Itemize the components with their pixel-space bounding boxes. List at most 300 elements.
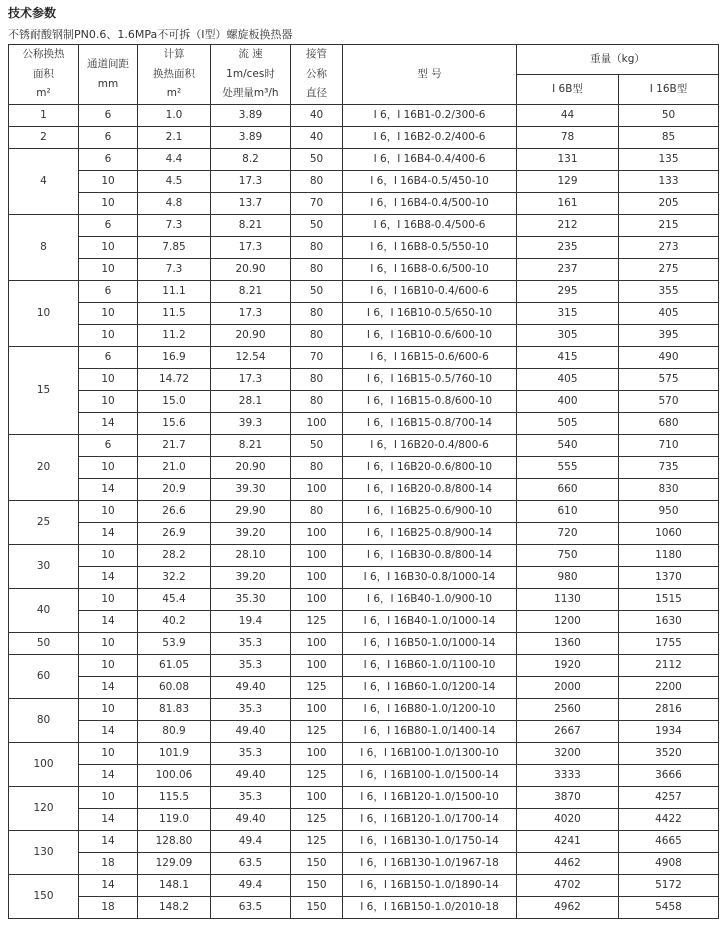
weight-i6b-cell: 4462 [517,853,619,875]
area-cell: 130 [9,831,79,875]
table-row [9,787,719,809]
table-row [9,589,719,611]
weight-i6b-cell: 1360 [517,633,619,655]
model-cell: I 6，I 16B20-0.6/800-10 [343,457,517,479]
calc-area-cell: 32.2 [138,567,211,589]
calc-area-cell: 21.7 [138,435,211,457]
table-row [9,149,719,171]
weight-i6b-cell: 295 [517,281,619,303]
weight-i16b-cell: 680 [619,413,719,435]
weight-i16b-cell: 273 [619,237,719,259]
weight-i16b-cell: 1060 [619,523,719,545]
flow-cell: 17.3 [211,369,291,391]
flow-cell: 39.20 [211,523,291,545]
weight-i16b-cell: 4665 [619,831,719,853]
spacing-cell: 6 [79,149,138,171]
weight-i6b-cell: 1920 [517,655,619,677]
weight-i16b-cell: 3666 [619,765,719,787]
calc-area-cell: 2.1 [138,127,211,149]
weight-i16b-cell: 2112 [619,655,719,677]
pipe-cell: 100 [291,545,343,567]
flow-cell: 35.3 [211,787,291,809]
weight-i6b-cell: 3870 [517,787,619,809]
calc-area-cell: 11.5 [138,303,211,325]
weight-i6b-cell: 315 [517,303,619,325]
model-cell: I 6，I 16B30-0.8/800-14 [343,545,517,567]
model-cell: I 6，I 16B4-0.4/500-10 [343,193,517,215]
weight-i16b-cell: 575 [619,369,719,391]
table-row [9,831,719,853]
model-cell: I 6，I 16B60-1.0/1200-14 [343,677,517,699]
pipe-cell: 150 [291,897,343,919]
table-row [9,105,719,127]
area-cell: 150 [9,875,79,919]
flow-cell: 8.2 [211,149,291,171]
header-model: 型 号 [343,45,517,105]
calc-area-cell: 11.1 [138,281,211,303]
area-cell: 60 [9,655,79,699]
table-row [9,501,719,523]
weight-i6b-cell: 78 [517,127,619,149]
flow-cell: 12.54 [211,347,291,369]
flow-cell: 49.40 [211,721,291,743]
flow-cell: 3.89 [211,105,291,127]
weight-i16b-cell: 1180 [619,545,719,567]
flow-cell: 17.3 [211,303,291,325]
model-cell: I 6，I 16B15-0.6/600-6 [343,347,517,369]
flow-cell: 17.3 [211,171,291,193]
flow-cell: 3.89 [211,127,291,149]
pipe-cell: 100 [291,787,343,809]
weight-i6b-cell: 405 [517,369,619,391]
table-row [9,567,719,589]
pipe-cell: 50 [291,281,343,303]
model-cell: I 6，I 16B40-1.0/1000-14 [343,611,517,633]
flow-cell: 49.40 [211,677,291,699]
weight-i6b-cell: 305 [517,325,619,347]
weight-i6b-cell: 4702 [517,875,619,897]
area-cell: 50 [9,633,79,655]
table-row [9,765,719,787]
area-cell: 8 [9,215,79,281]
spacing-cell: 10 [79,369,138,391]
weight-i16b-cell: 950 [619,501,719,523]
weight-i6b-cell: 2560 [517,699,619,721]
spacing-cell: 14 [79,611,138,633]
pipe-cell: 100 [291,479,343,501]
weight-i6b-cell: 4962 [517,897,619,919]
area-cell: 10 [9,281,79,347]
table-row [9,523,719,545]
table-row [9,655,719,677]
pipe-cell: 100 [291,743,343,765]
pipe-cell: 80 [291,391,343,413]
calc-area-cell: 45.4 [138,589,211,611]
model-cell: I 6，I 16B4-0.4/400-6 [343,149,517,171]
weight-i6b-cell: 415 [517,347,619,369]
header-spacing: 通道间距 mm [79,45,138,105]
table-row [9,721,719,743]
spacing-cell: 10 [79,787,138,809]
flow-cell: 8.21 [211,281,291,303]
weight-i16b-cell: 1630 [619,611,719,633]
weight-i6b-cell: 4241 [517,831,619,853]
spacing-cell: 10 [79,193,138,215]
flow-cell: 29.90 [211,501,291,523]
flow-cell: 8.21 [211,435,291,457]
calc-area-cell: 20.9 [138,479,211,501]
table-row [9,743,719,765]
weight-i16b-cell: 275 [619,259,719,281]
weight-i16b-cell: 5458 [619,897,719,919]
table-row [9,215,719,237]
pipe-cell: 100 [291,699,343,721]
model-cell: I 6，I 16B25-0.8/900-14 [343,523,517,545]
weight-i16b-cell: 2200 [619,677,719,699]
spacing-cell: 10 [79,237,138,259]
flow-cell: 35.3 [211,655,291,677]
flow-cell: 35.3 [211,743,291,765]
model-cell: I 6，I 16B120-1.0/1700-14 [343,809,517,831]
weight-i16b-cell: 205 [619,193,719,215]
table-row [9,237,719,259]
pipe-cell: 100 [291,523,343,545]
pipe-cell: 100 [291,655,343,677]
weight-i16b-cell: 4257 [619,787,719,809]
flow-cell: 20.90 [211,325,291,347]
calc-area-cell: 128.80 [138,831,211,853]
spacing-cell: 10 [79,743,138,765]
calc-area-cell: 4.4 [138,149,211,171]
weight-i16b-cell: 570 [619,391,719,413]
area-cell: 40 [9,589,79,633]
header-area: 公称换热 面积 m² [9,45,79,105]
spacing-cell: 10 [79,589,138,611]
table-row [9,545,719,567]
table-row [9,259,719,281]
spacing-cell: 18 [79,853,138,875]
table-row [9,875,719,897]
spacing-cell: 10 [79,171,138,193]
model-cell: I 6，I 16B130-1.0/1750-14 [343,831,517,853]
weight-i6b-cell: 505 [517,413,619,435]
spacing-cell: 14 [79,831,138,853]
table-row [9,369,719,391]
pipe-cell: 125 [291,765,343,787]
calc-area-cell: 1.0 [138,105,211,127]
weight-i16b-cell: 1934 [619,721,719,743]
calc-area-cell: 15.0 [138,391,211,413]
weight-i6b-cell: 1200 [517,611,619,633]
spacing-cell: 6 [79,215,138,237]
model-cell: I 6，I 16B2-0.2/400-6 [343,127,517,149]
table-row [9,897,719,919]
model-cell: I 6，I 16B20-0.8/800-14 [343,479,517,501]
spacing-cell: 14 [79,567,138,589]
calc-area-cell: 16.9 [138,347,211,369]
area-cell: 80 [9,699,79,743]
flow-cell: 35.3 [211,699,291,721]
spacing-cell: 14 [79,875,138,897]
model-cell: I 6，I 16B15-0.8/700-14 [343,413,517,435]
weight-i6b-cell: 540 [517,435,619,457]
area-cell: 1 [9,105,79,127]
model-cell: I 6，I 16B4-0.5/450-10 [343,171,517,193]
table-row [9,347,719,369]
weight-i16b-cell: 1370 [619,567,719,589]
model-cell: I 6，I 16B8-0.6/500-10 [343,259,517,281]
model-cell: I 6，I 16B20-0.4/800-6 [343,435,517,457]
model-cell: I 6，I 16B80-1.0/1400-14 [343,721,517,743]
calc-area-cell: 15.6 [138,413,211,435]
weight-i6b-cell: 750 [517,545,619,567]
spacing-cell: 6 [79,347,138,369]
weight-i16b-cell: 405 [619,303,719,325]
calc-area-cell: 21.0 [138,457,211,479]
calc-area-cell: 115.5 [138,787,211,809]
model-cell: I 6，I 16B15-0.5/760-10 [343,369,517,391]
pipe-cell: 50 [291,435,343,457]
flow-cell: 39.3 [211,413,291,435]
pipe-cell: 125 [291,831,343,853]
weight-i16b-cell: 85 [619,127,719,149]
area-cell: 25 [9,501,79,545]
spacing-cell: 18 [79,897,138,919]
weight-i16b-cell: 133 [619,171,719,193]
table-row [9,281,719,303]
weight-i16b-cell: 2816 [619,699,719,721]
header-weight-i16b: I 16B型 [619,75,719,105]
model-cell: I 6，I 16B8-0.4/500-6 [343,215,517,237]
area-cell: 2 [9,127,79,149]
model-cell: I 6，I 16B30-0.8/1000-14 [343,567,517,589]
table-row [9,457,719,479]
pipe-cell: 80 [291,501,343,523]
spacing-cell: 10 [79,303,138,325]
weight-i16b-cell: 50 [619,105,719,127]
pipe-cell: 125 [291,611,343,633]
calc-area-cell: 7.85 [138,237,211,259]
weight-i6b-cell: 2000 [517,677,619,699]
weight-i6b-cell: 129 [517,171,619,193]
pipe-cell: 150 [291,875,343,897]
flow-cell: 35.30 [211,589,291,611]
spacing-cell: 14 [79,765,138,787]
flow-cell: 13.7 [211,193,291,215]
spacing-cell: 10 [79,259,138,281]
model-cell: I 6，I 16B100-1.0/1300-10 [343,743,517,765]
model-cell: I 6，I 16B10-0.5/650-10 [343,303,517,325]
table-row [9,611,719,633]
spacing-cell: 10 [79,391,138,413]
model-cell: I 6，I 16B60-1.0/1100-10 [343,655,517,677]
calc-area-cell: 119.0 [138,809,211,831]
calc-area-cell: 61.05 [138,655,211,677]
model-cell: I 6，I 16B100-1.0/1500-14 [343,765,517,787]
model-cell: I 6，I 16B150-1.0/1890-14 [343,875,517,897]
table-row [9,303,719,325]
area-cell: 120 [9,787,79,831]
spacing-cell: 10 [79,655,138,677]
weight-i6b-cell: 161 [517,193,619,215]
weight-i6b-cell: 235 [517,237,619,259]
model-cell: I 6，I 16B10-0.4/600-6 [343,281,517,303]
model-cell: I 6，I 16B10-0.6/600-10 [343,325,517,347]
area-cell: 100 [9,743,79,787]
flow-cell: 19.4 [211,611,291,633]
flow-cell: 17.3 [211,237,291,259]
pipe-cell: 125 [291,721,343,743]
flow-cell: 49.40 [211,809,291,831]
spec-table [8,44,719,919]
pipe-cell: 100 [291,567,343,589]
area-cell: 30 [9,545,79,589]
weight-i16b-cell: 830 [619,479,719,501]
spacing-cell: 14 [79,721,138,743]
calc-area-cell: 26.9 [138,523,211,545]
calc-area-cell: 148.1 [138,875,211,897]
pipe-cell: 80 [291,303,343,325]
spacing-cell: 10 [79,545,138,567]
pipe-cell: 80 [291,237,343,259]
flow-cell: 8.21 [211,215,291,237]
model-cell: I 6，I 16B120-1.0/1500-10 [343,787,517,809]
model-cell: I 6，I 16B1-0.2/300-6 [343,105,517,127]
weight-i16b-cell: 3520 [619,743,719,765]
model-cell: I 6，I 16B80-1.0/1200-10 [343,699,517,721]
weight-i16b-cell: 215 [619,215,719,237]
calc-area-cell: 28.2 [138,545,211,567]
pipe-cell: 80 [291,369,343,391]
calc-area-cell: 148.2 [138,897,211,919]
weight-i16b-cell: 490 [619,347,719,369]
calc-area-cell: 26.6 [138,501,211,523]
model-cell: I 6，I 16B130-1.0/1967-18 [343,853,517,875]
table-row [9,677,719,699]
calc-area-cell: 81.83 [138,699,211,721]
pipe-cell: 80 [291,325,343,347]
pipe-cell: 125 [291,677,343,699]
calc-area-cell: 4.5 [138,171,211,193]
model-cell: I 6，I 16B8-0.5/550-10 [343,237,517,259]
spacing-cell: 10 [79,501,138,523]
table-row [9,193,719,215]
table-row [9,325,719,347]
table-row [9,435,719,457]
calc-area-cell: 14.72 [138,369,211,391]
header-calc-area: 计算 换热面积 m² [138,45,211,105]
area-cell: 20 [9,435,79,501]
pipe-cell: 100 [291,589,343,611]
header-pipe: 接管 公称 直径 [291,45,343,105]
spacing-cell: 14 [79,413,138,435]
spacing-cell: 10 [79,633,138,655]
weight-i16b-cell: 135 [619,149,719,171]
area-cell: 4 [9,149,79,215]
weight-i6b-cell: 44 [517,105,619,127]
table-row [9,633,719,655]
weight-i16b-cell: 4422 [619,809,719,831]
header-weight-i6b: I 6B型 [517,75,619,105]
weight-i6b-cell: 980 [517,567,619,589]
weight-i16b-cell: 395 [619,325,719,347]
spacing-cell: 14 [79,677,138,699]
flow-cell: 63.5 [211,897,291,919]
calc-area-cell: 40.2 [138,611,211,633]
calc-area-cell: 7.3 [138,259,211,281]
calc-area-cell: 53.9 [138,633,211,655]
weight-i6b-cell: 212 [517,215,619,237]
spacing-cell: 14 [79,523,138,545]
table-row [9,809,719,831]
weight-i6b-cell: 400 [517,391,619,413]
header-weight: 重量（kg） [517,45,719,75]
weight-i6b-cell: 3200 [517,743,619,765]
pipe-cell: 80 [291,259,343,281]
calc-area-cell: 60.08 [138,677,211,699]
model-cell: I 6，I 16B40-1.0/900-10 [343,589,517,611]
model-cell: I 6，I 16B15-0.8/600-10 [343,391,517,413]
flow-cell: 39.20 [211,567,291,589]
spacing-cell: 14 [79,809,138,831]
pipe-cell: 50 [291,149,343,171]
pipe-cell: 40 [291,105,343,127]
weight-i16b-cell: 4908 [619,853,719,875]
section-heading: 技术参数 [8,6,57,20]
pipe-cell: 100 [291,413,343,435]
weight-i6b-cell: 237 [517,259,619,281]
flow-cell: 63.5 [211,853,291,875]
header-flow: 流 速 1m/ces时 处理量m³/h [211,45,291,105]
table-row [9,391,719,413]
table-row [9,479,719,501]
weight-i16b-cell: 735 [619,457,719,479]
pipe-cell: 40 [291,127,343,149]
pipe-cell: 70 [291,347,343,369]
weight-i16b-cell: 5172 [619,875,719,897]
pipe-cell: 100 [291,633,343,655]
weight-i16b-cell: 1755 [619,633,719,655]
spacing-cell: 10 [79,325,138,347]
model-cell: I 6，I 16B150-1.0/2010-18 [343,897,517,919]
calc-area-cell: 100.06 [138,765,211,787]
weight-i6b-cell: 3333 [517,765,619,787]
calc-area-cell: 129.09 [138,853,211,875]
table-row [9,699,719,721]
spacing-cell: 6 [79,281,138,303]
flow-cell: 28.1 [211,391,291,413]
flow-cell: 20.90 [211,259,291,281]
spacing-cell: 10 [79,457,138,479]
model-cell: I 6，I 16B25-0.6/900-10 [343,501,517,523]
spacing-cell: 10 [79,699,138,721]
flow-cell: 20.90 [211,457,291,479]
weight-i6b-cell: 1130 [517,589,619,611]
flow-cell: 39.30 [211,479,291,501]
calc-area-cell: 7.3 [138,215,211,237]
pipe-cell: 150 [291,853,343,875]
calc-area-cell: 80.9 [138,721,211,743]
pipe-cell: 125 [291,809,343,831]
flow-cell: 49.40 [211,765,291,787]
area-cell: 15 [9,347,79,435]
spacing-cell: 6 [79,435,138,457]
table-row [9,171,719,193]
pipe-cell: 50 [291,215,343,237]
spec-table-body [9,105,719,919]
spacing-cell: 14 [79,479,138,501]
weight-i6b-cell: 4020 [517,809,619,831]
